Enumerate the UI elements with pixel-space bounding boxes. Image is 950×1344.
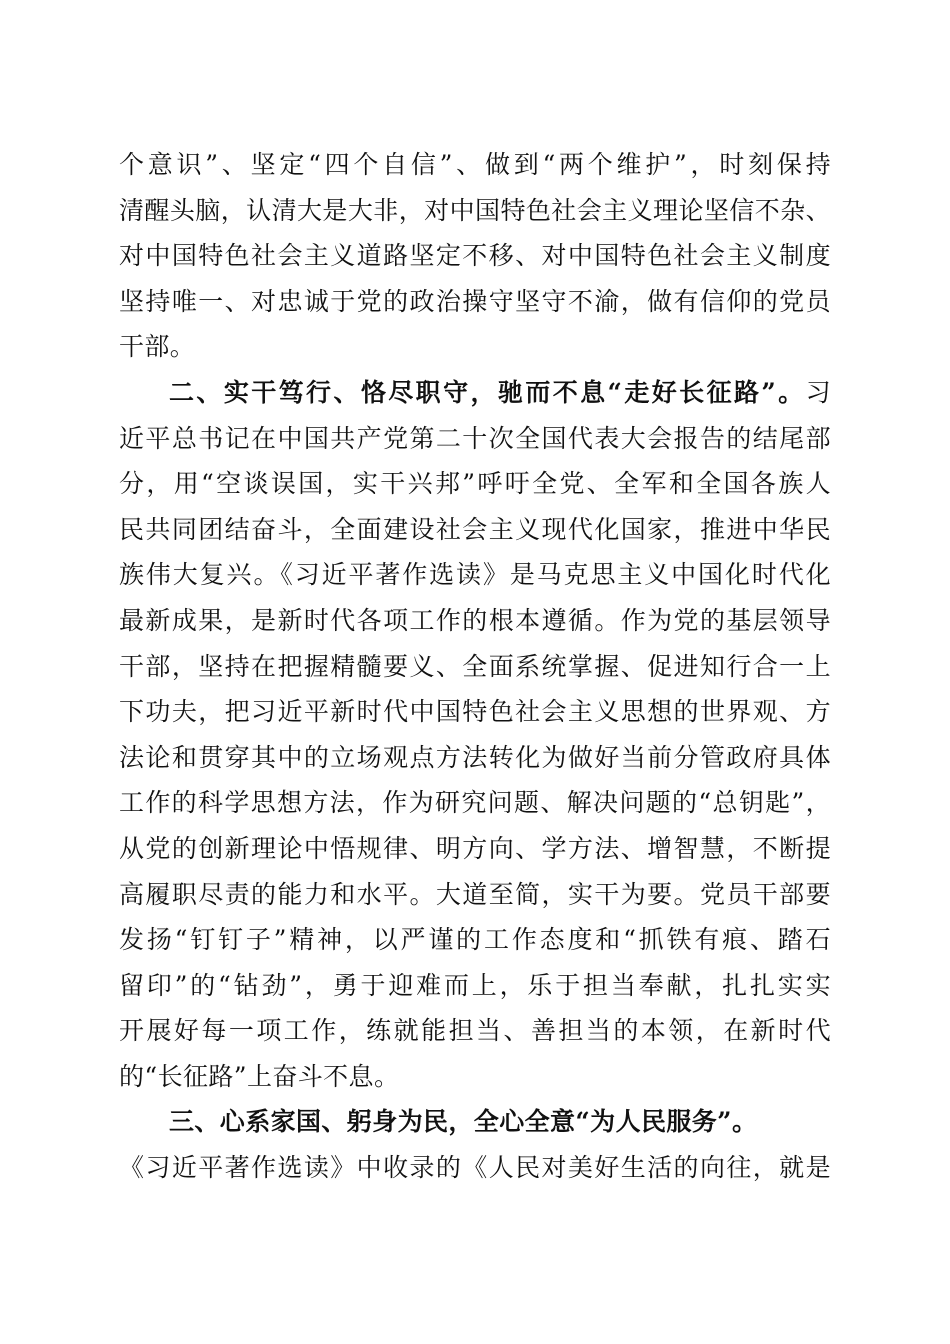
section-heading: 二、实干笃行、恪尽职守，驰而不息“走好长征路”。 bbox=[169, 377, 806, 407]
paragraph-line: 法论和贯穿其中的立场观点方法转化为做好当前分管政府具体 bbox=[119, 742, 831, 772]
paragraph-line: 民共同团结奋斗，全面建设社会主义现代化国家，推进中华民 bbox=[119, 514, 831, 544]
paragraph-text: 习 bbox=[805, 377, 831, 407]
body-text bbox=[119, 142, 831, 1191]
paragraph-line: 干部，坚持在把握精髓要义、全面系统掌握、促进知行合一上 bbox=[119, 651, 831, 681]
section-heading: 三、心系家国、躬身为民，全心全意“为人民服务”。 bbox=[169, 1107, 758, 1137]
paragraph-line: 个意识”、坚定“四个自信”、做到“两个维护”，时刻保持 bbox=[119, 150, 831, 179]
paragraph-line: 《习近平著作选读》中收录的《人民对美好生活的向往，就是 bbox=[119, 1153, 831, 1183]
paragraph-line: 最新成果，是新时代各项工作的根本遵循。作为党的基层领导 bbox=[119, 605, 831, 635]
section-heading-line bbox=[119, 1099, 831, 1145]
paragraph-line: 分，用“空谈误国，实干兴邦”呼吁全党、全军和全国各族人 bbox=[119, 469, 831, 499]
paragraph-line: 留印”的“钻劲”，勇于迎难而上，乐于担当奉献，扎扎实实 bbox=[119, 970, 831, 1000]
paragraph-line: 开展好每一项工作，练就能担当、善担当的本领，在新时代 bbox=[119, 1016, 831, 1046]
paragraph-line: 发扬“钉钉子”精神，以严谨的工作态度和“抓铁有痕、踏石 bbox=[119, 925, 831, 955]
paragraph-line: 的“长征路”上奋斗不息。 bbox=[119, 1061, 400, 1091]
paragraph-line: 族伟大复兴。《习近平著作选读》是马克思主义中国化时代化 bbox=[119, 560, 831, 590]
paragraph-line: 坚持唯一、对忠诚于党的政治操守坚守不渝，做有信仰的党员 bbox=[119, 286, 831, 316]
paragraph-line: 下功夫，把习近平新时代中国特色社会主义思想的世界观、方 bbox=[119, 697, 831, 727]
section-heading-line bbox=[119, 370, 831, 416]
paragraph-line: 清醒头脑，认清大是大非，对中国特色社会主义理论坚信不杂、 bbox=[119, 195, 831, 225]
paragraph-line: 高履职尽责的能力和水平。大道至简，实干为要。党员干部要 bbox=[119, 879, 831, 909]
paragraph-line: 工作的科学思想方法，作为研究问题、解决问题的“总钥匙”， bbox=[119, 788, 831, 818]
paragraph-line: 对中国特色社会主义道路坚定不移、对中国特色社会主义制度 bbox=[119, 241, 831, 271]
paragraph-line: 近平总书记在中国共产党第二十次全国代表大会报告的结尾部 bbox=[119, 423, 831, 453]
paragraph-line: 干部。 bbox=[119, 332, 196, 362]
paragraph-line: 从党的创新理论中悟规律、明方向、学方法、增智慧，不断提 bbox=[119, 833, 831, 863]
